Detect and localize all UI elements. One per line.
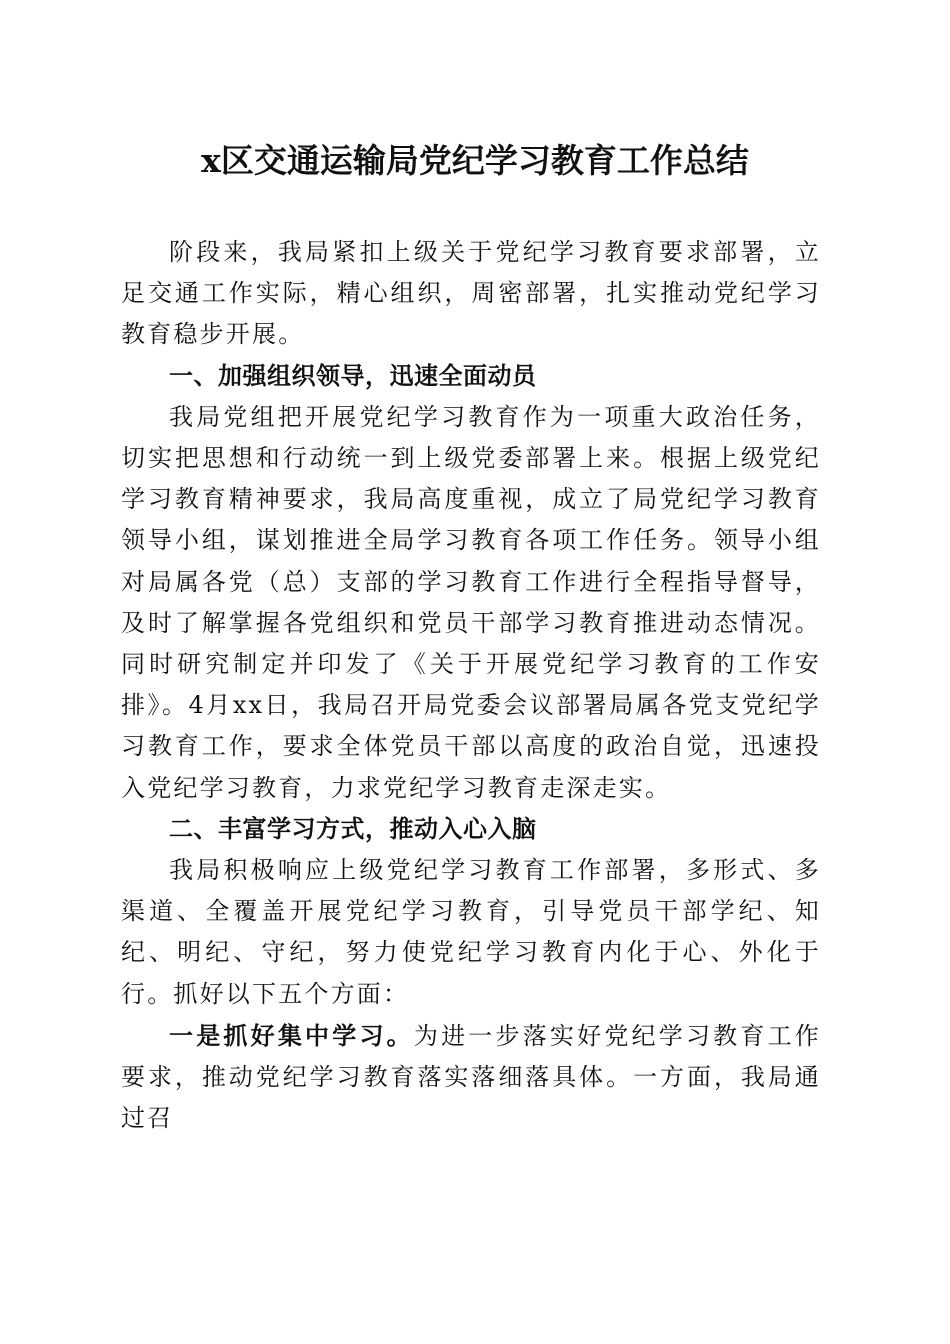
item-body-text: 为进一步落实好党纪学习教育工作要求，推动党纪学习教育落实落细落具体。一方面，我局通过召 <box>121 1021 821 1133</box>
section-2-paragraph: 我局积极响应上级党纪学习教育工作部署，多形式、多渠道、全覆盖开展党纪学习教育，引导党员干部学纪、知纪、明纪、守纪，努力使党纪学习教育内化于心、外化于行。抓好以下五个方面： <box>121 856 821 1008</box>
intro-paragraph: 阶段来，我局紧扣上级关于党纪学习教育要求部署，立足交通工作实际，精心组织，周密部署，扎实推动党纪学习教育稳步开展。 <box>121 238 821 349</box>
section-1-paragraph: 我局党组把开展党纪学习教育作为一项重大政治任务，切实把思想和行动统一到上级党委部署上来。根据上级党纪学习教育精神要求，我局高度重视，成立了局党纪学习教育领导小组，谋划推进全局学习教育各项工作任务。领导小组对局属各党（总）支部的学习教育工作进行全程指导督导，及时了解掌握各党组织和党员干部学习教育推进动态情况。同时研究制定并印发了《关于开展党纪学习教育的工作安排》。4月xx日，我局召开局党委会议部署局属各党支党纪学习教育工作，要求全体党员干部以高度的政治自觉，迅速投入党纪学习教育，力求党纪学习教育走深走实。 <box>121 402 821 802</box>
item-lead-text: 一是抓好集中学习。 <box>169 1020 414 1050</box>
section-heading-2: 二、丰富学习方式，推动入心入脑 <box>169 814 537 843</box>
document-body <box>121 232 821 1139</box>
document-title: x区交通运输局党纪学习教育工作总结 <box>201 141 749 180</box>
section-heading-1: 一、加强组织领导，迅速全面动员 <box>169 361 537 390</box>
section-2-item-1-paragraph <box>121 1015 821 1140</box>
